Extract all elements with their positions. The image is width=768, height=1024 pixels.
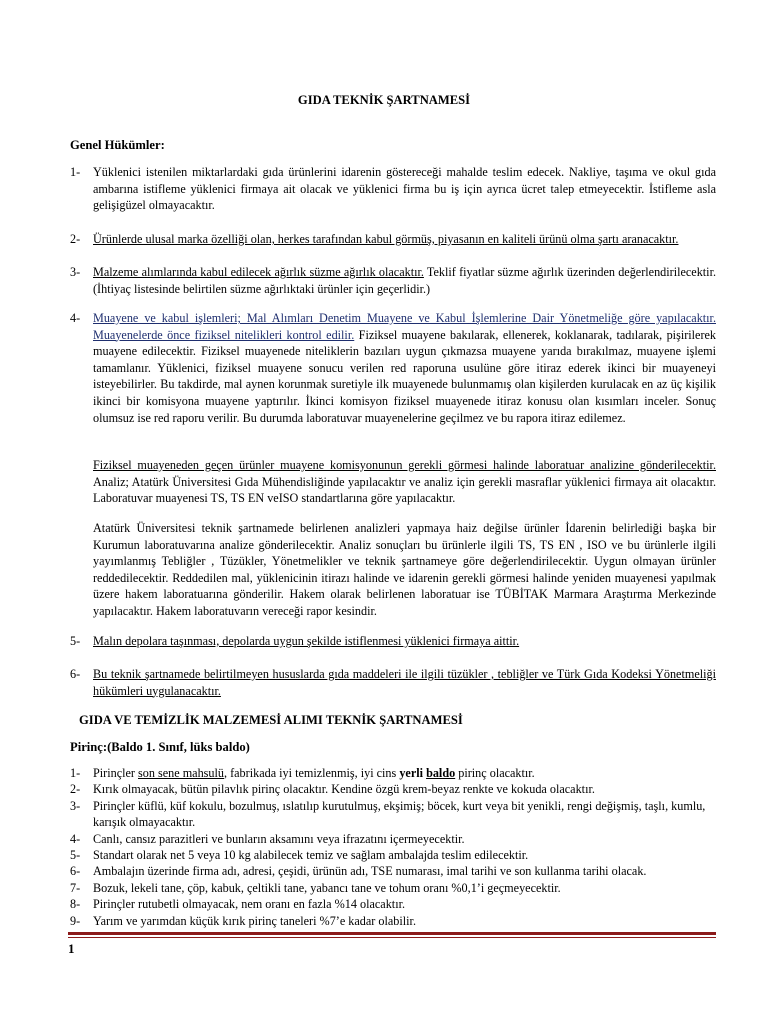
list-item-number: 2- <box>70 782 81 797</box>
list-item-number: 6- <box>70 864 81 879</box>
list-item-text: Ambalajın üzerinde firma adı, adresi, çeşidi, ürünün adı, TSE numarası, imal tarihi ve son kullanma tarihi olacak. <box>93 864 647 879</box>
list-item-text: Yarım ve yarımdan küçük kırık pirinç taneleri %7’e kadar olabilir. <box>93 913 416 928</box>
document-title: GIDA TEKNİK ŞARTNAMESİ <box>297 93 471 107</box>
list-item-number: 5- <box>70 848 81 863</box>
provision-text: Bu teknik şartnamede belirtilmeyen hususlarda gıda maddeleri ile ilgili tüzükler , tebliğler ve Türk Gıda Kodeksi Yönetmeliği hükümleri uygulanacaktır. <box>93 667 716 698</box>
provision-1 <box>70 164 716 214</box>
footer-rule-thin <box>68 937 716 938</box>
provision-number: 1- <box>70 165 81 179</box>
provision-rest-text: Teklif fiyatlar süzme ağırlık üzerinden değerlendirilecektir.(İhtiyaç listesinde belirtilen süzme ağırlıktaki ürünler için geçerlidir.) <box>93 265 717 296</box>
provision-text <box>93 264 716 297</box>
provision-underlined-text: Malzeme alımlarında kabul edilecek ağırlık süzme ağırlık olacaktır. <box>93 265 424 279</box>
list-item-underlined-text: son sene mahsulü <box>138 766 224 780</box>
rice-heading: Pirinç:(Baldo 1. Sınıf, lüks baldo) <box>70 740 250 754</box>
list-item-bold-underlined-text: baldo <box>426 766 456 780</box>
page-number: 1 <box>68 941 75 956</box>
list-item <box>70 880 720 896</box>
provision-rest-text: Fiziksel muayene bakılarak, ellenerek, koklanarak, tadılarak, pişirilerek muayene edilecektir. Fiziksel muayenede niteliklerin bazıları uygun çıkmazsa muayene yarıda bırakılmaz, muayene işlemi tamamlanır. Yüklenici, fiziksel muayene sonucu verilen red raporuna usulüne göre itiraz ederek ikinci bir muayeneyi isteyebilirler. Bu takdirde, mal aynen korunmak suretiyle ilk muayenede bulunmamış olan kişilerden kurulacak en az üç kişilik ikinci bir komisyona muayene yaptırılır. İkinci komisyon fiziksel muayenede itiraz konusu olan kısımları inceler. Sonuç olumsuz ise red raporu verilir. Bu durumda laboratuvar muayenelerine geçilmez ve bu rapora itiraz edilemez. <box>93 327 717 425</box>
list-item <box>70 913 720 929</box>
list-item-number: 9- <box>70 913 81 928</box>
list-item-text: Bozuk, lekeli tane, çöp, kabuk, çeltikli tane, yabancı tane ve tohum oranı %0,1’i geçmeyecektir. <box>93 880 561 895</box>
provision-text: Ürünlerde ulusal marka özelliği olan, herkes tarafından kabul görmüş, piyasanın en kaliteli ürünü olma şartı aranacaktır. <box>93 232 679 246</box>
general-provisions-heading: Genel Hükümler: <box>70 138 165 152</box>
provision-5 <box>70 633 716 650</box>
provision-number: 6- <box>70 667 81 681</box>
list-item-number: 7- <box>70 880 81 895</box>
provision-number: 4- <box>70 311 81 325</box>
footer-rule-thick <box>68 932 716 935</box>
list-item <box>70 765 720 781</box>
section-2-heading: GIDA VE TEMİZLİK MALZEMESİ ALIMI TEKNİK ŞARTNAMESİ <box>79 713 463 727</box>
list-item-bold-text: yerli <box>399 766 427 780</box>
provision-text <box>93 310 716 426</box>
list-item-number: 3- <box>70 798 81 813</box>
provision-number: 3- <box>70 265 81 279</box>
list-item-text: Pirinçler küflü, küf kokulu, bozulmuş, ıslatılıp kurutulmuş, ekşimiş; böcek, kurt veya bit yenikli, rengi değişmiş, taşlı, kumlu, karışık olmayacaktır. <box>93 798 706 830</box>
list-item-text: Pirinçler <box>93 766 139 780</box>
list-item-text: pirinç olacaktır. <box>455 766 535 780</box>
list-item <box>70 831 720 847</box>
list-item <box>70 798 720 831</box>
list-item <box>70 896 720 912</box>
provision-3 <box>70 264 716 297</box>
lab-analysis-underlined-text: Fiziksel muayeneden geçen ürünler muayene komisyonunun gerekli görmesi halinde laboratuar analizine gönderilecektir. <box>93 458 716 472</box>
list-item-text: , fabrikada iyi temizlenmiş, iyi cins <box>224 766 400 780</box>
list-item-text: Canlı, cansız parazitleri ve bunların aksamını veya ifrazatını içermeyecektir. <box>93 831 465 846</box>
list-item <box>70 847 720 863</box>
list-item <box>70 863 720 879</box>
lab-analysis-text: Analiz; Atatürk Üniversitesi Gıda Mühendisliğinde yapılacaktır ve analiz için gerekli masraflar yüklenici firmaya ait olacaktır. Laboratuvar muayenesi TS, TS EN veISO standartlarına göre yapılacaktır. <box>93 474 716 506</box>
list-item-number: 1- <box>70 766 81 780</box>
list-item-number: 8- <box>70 897 81 912</box>
provision-text: Malın depolara taşınması, depolarda uygun şekilde istiflenmesi yüklenici firmaya aittir. <box>93 634 520 648</box>
provision-4-lab-analysis <box>93 457 716 507</box>
list-item-number: 4- <box>70 831 81 846</box>
provision-number: 2- <box>70 232 81 246</box>
provision-2 <box>70 231 716 248</box>
rice-spec-list <box>70 765 720 929</box>
provision-4 <box>70 310 716 426</box>
provision-4-referee-lab: Atatürk Üniversitesi teknik şartnamede belirlenen analizleri yapmaya haiz değilse ürünler İdarenin belirlediği başka bir Kurumun laboratuvarına analize gönderilecektir. Analiz sonuçları bu ürünlerle ilgili TS, TS EN , ISO ve bu ürünlerle ilgili yayımlanmış Tebliğler , Tüzükler, Yönetmelikler ve teknik şartnameye göre değerlendirilecektir. Uygun olmayan ürünler reddedilecektir. Reddedilen mal, yüklenicinin itirazı halinde ve idarenin gerekli görmesi halinde yeniden muayenesi yapılmak üzere hakem laboratuarına gönderilir. Hakem olarak belirlenen laboratuar ise TÜBİTAK Marmara Araştırma Merkezinde yapılacaktır. Hakem laboratuvarın vereceği rapor kesindir. <box>93 521 716 618</box>
list-item-text: Pirinçler rutubetli olmayacak, nem oranı en fazla %14 olacaktır. <box>93 897 406 912</box>
provision-text: Yüklenici istenilen miktarlardaki gıda ürünlerini idarenin göstereceği mahalde teslim edecek. Nakliye, taşıma ve okul gıda ambarına istifleme yüklenici firmaya ait olacak ve yüklenici firma bu iş için ayrıca ücret talep etmeyecektir. İstifleme asla gelişigüzel olmayacaktır. <box>93 165 716 213</box>
list-item-text: Kırık olmayacak, bütün pilavlık pirinç olacaktır. Kendine özgü krem-beyaz renkte ve kokuda olacaktır. <box>93 782 595 797</box>
regulation-reference-text: Muayene ve kabul işlemleri; Mal Alımları Denetim Muayene ve Kabul İşlemlerine Dair Yönetmeliğe göre yapılacaktır. Muayenelerde önce fiziksel nitelikleri kontrol edilir. <box>93 311 716 342</box>
provision-number: 5- <box>70 634 81 648</box>
list-item-text: Standart olarak net 5 veya 10 kg alabilecek temiz ve sağlam ambalajda teslim edilecektir. <box>93 848 529 863</box>
list-item <box>70 781 720 797</box>
provision-6 <box>70 666 716 699</box>
